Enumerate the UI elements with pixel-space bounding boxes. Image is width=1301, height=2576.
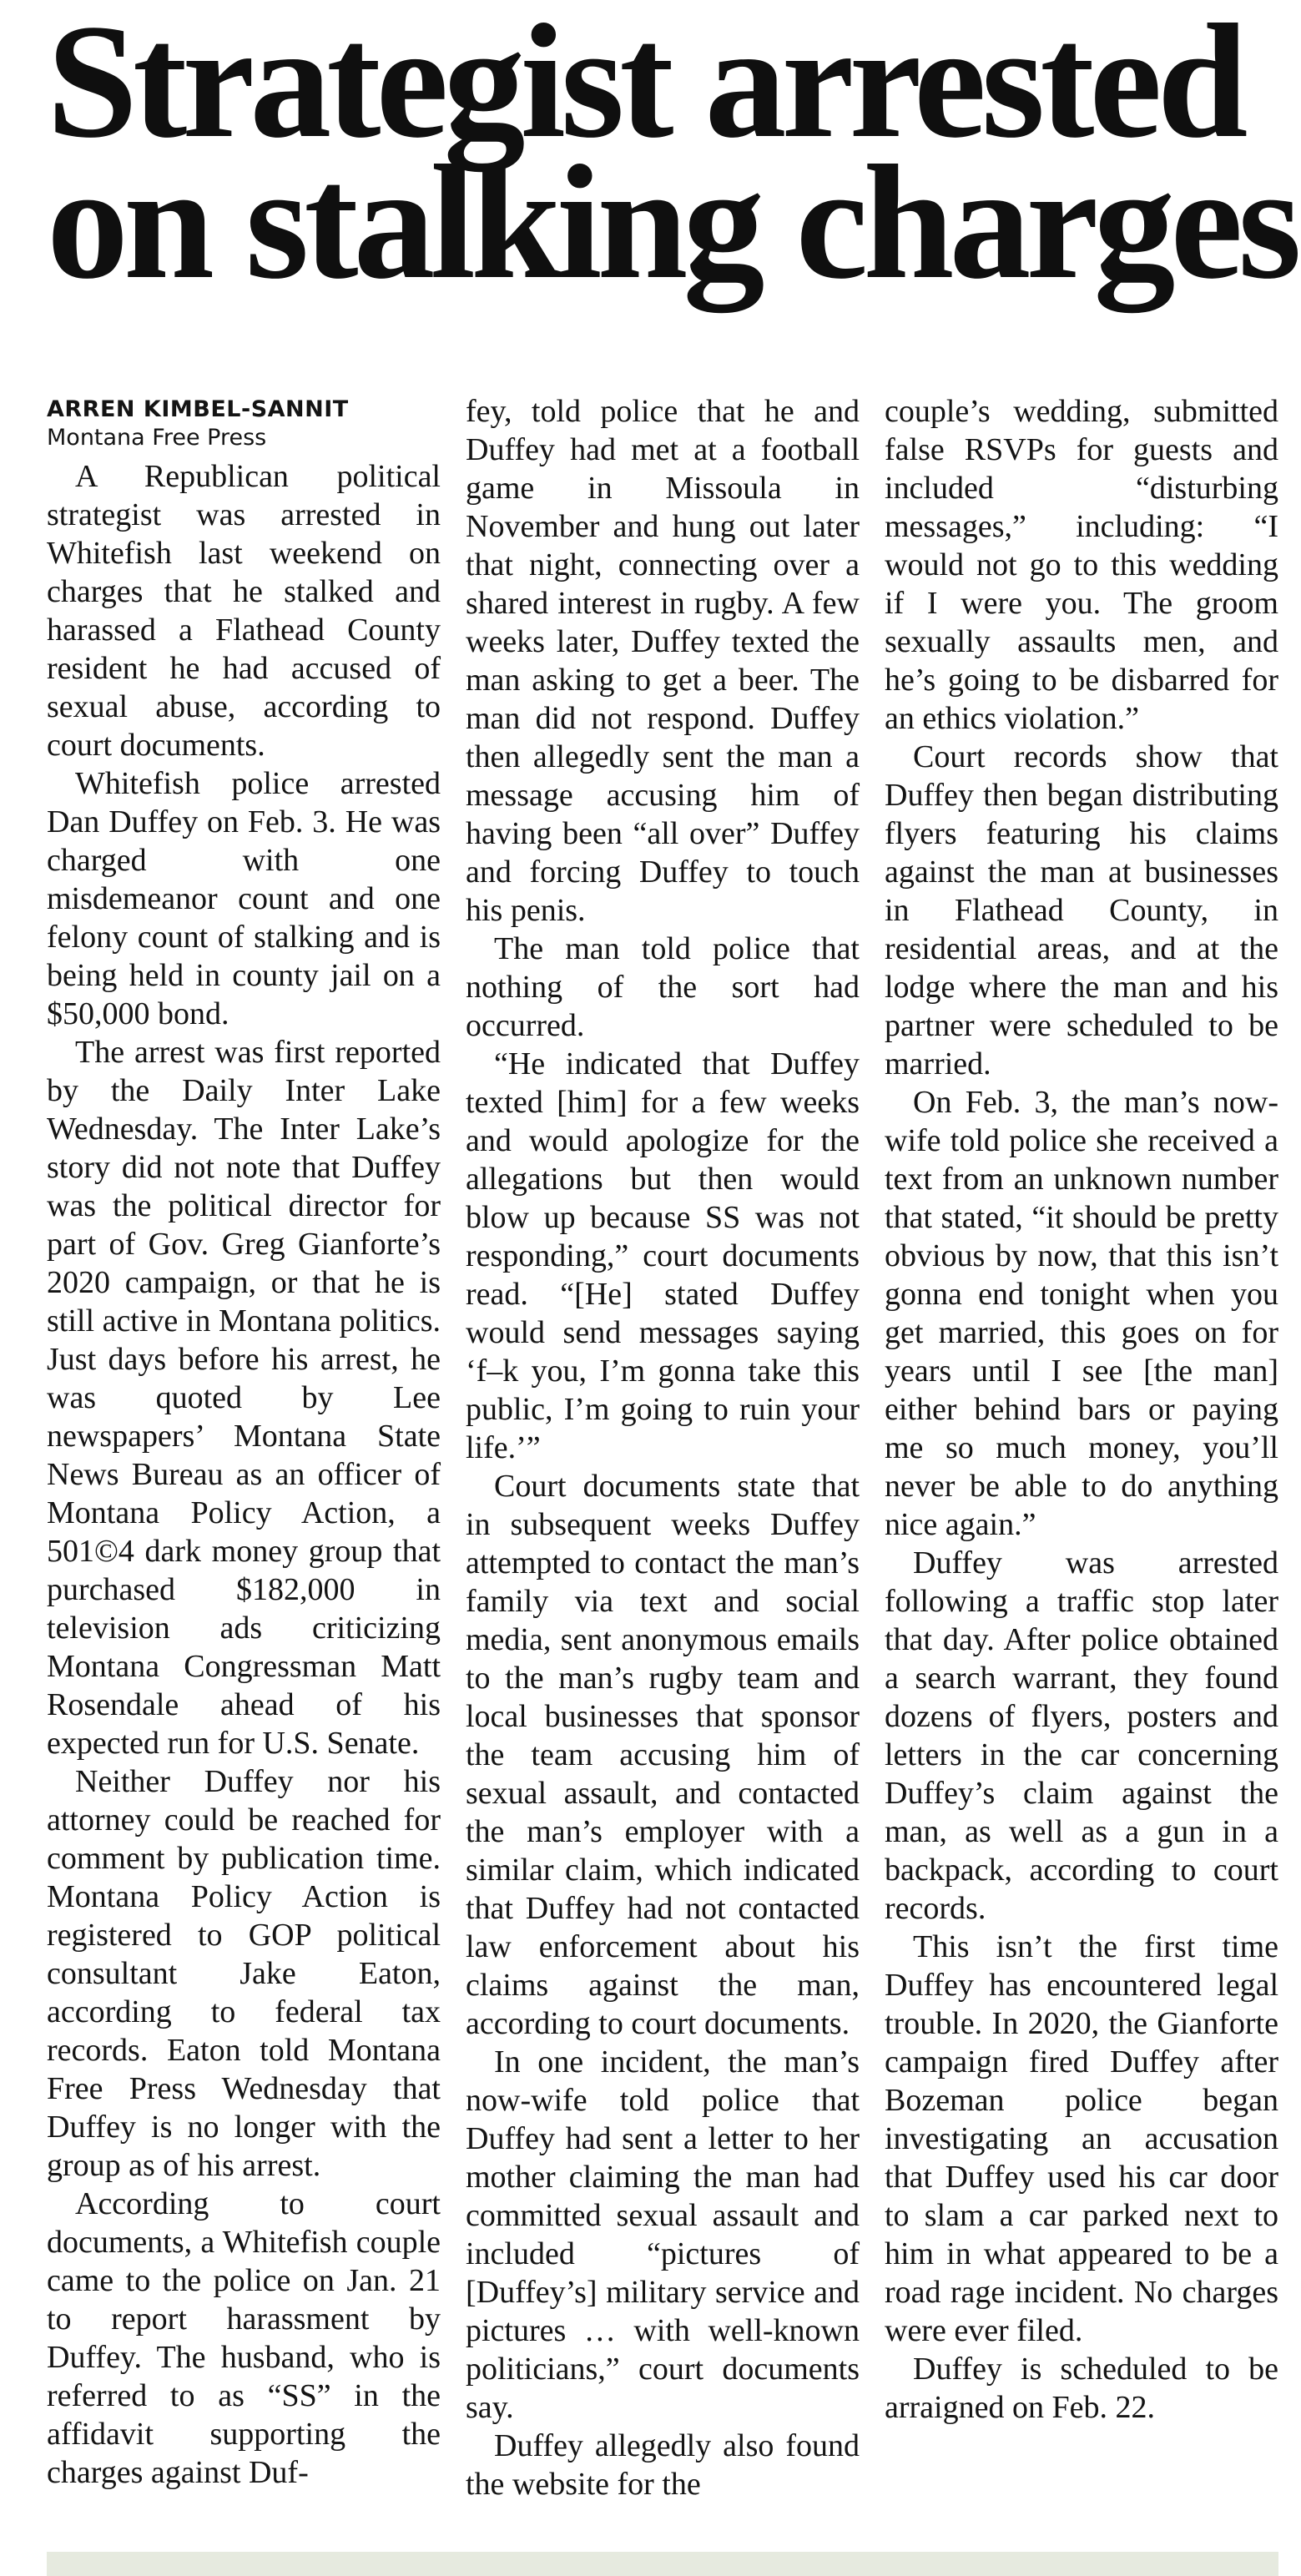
paragraph: Duffey allegedly also found the website for the	[466, 2428, 860, 2502]
paragraph: Whitefish police arrested Dan Duffey on Feb. 3. He was charged with one misdemeanor count and one felony count of stalking and is being held in county jail on a $50,000 bond.	[47, 766, 441, 1031]
paragraph: This isn’t the first time Duffey has encountered legal trouble. In 2020, the Gianforte campaign fired Duffey after Bozeman police began investigating an accusation that Duffey used his car door to slam a car parked next to him in what appeared to be a road rage incident. No charges were ever filed.	[885, 1929, 1278, 2348]
column-2	[466, 392, 860, 2545]
paragraph: According to court documents, a Whitefish couple came to the police on Jan. 21 to report harassment by Duffey. The husband, who is referred to as “SS” in the affidavit supporting the charges against Duf-	[47, 2186, 441, 2490]
paragraph: “He indicated that Duffey texted [him] for a few weeks and would apologize for the allegations but then would blow up because SS was not responding,” court documents read. “[He] stated Duffey would send messages saying ‘f–k you, I’m gonna take this public, I’m going to ruin your life.’”	[466, 1046, 860, 1465]
column-3	[885, 392, 1278, 2545]
byline-outlet: Montana Free Press	[47, 425, 267, 451]
byline-author: ARREN KIMBEL-SANNIT	[47, 396, 349, 422]
paragraph: On Feb. 3, the man’s now-wife told police she received a text from an unknown number that stated, “it should be pretty obvious by now, that this isn’t gonna end tonight when you get married, this goes on for years until I see [the man] either behind bars or paying me so much money, you’ll never be able to do anything nice again.”	[885, 1085, 1278, 1542]
article-columns	[47, 392, 1278, 2545]
column-1	[47, 392, 441, 2545]
paragraph: Court documents state that in subsequent weeks Duffey attempted to contact the man’s family via text and social media, sent anonymous emails to the man’s rugby team and local businesses that sponsor the team accusing him of sexual assault, and contacted the man’s employer with a similar claim, which indicated that Duffey had not contacted law enforcement about his claims against the man, according to court documents.	[466, 1469, 860, 2041]
paragraph: In one incident, the man’s now-wife told police that Duffey had sent a letter to her mother claiming the man had committed sexual assault and included “pictures of [Duffey’s] military service and pictures … with well-known politicians,” court documents say.	[466, 2044, 860, 2425]
paragraph-continued: fey, told police that he and Duffey had met at a football game in Missoula in November and hung out later that night, connecting over a shared interest in rugby. A few weeks later, Duffey texted the man asking to get a beer. The man did not respond. Duffey then allegedly sent the man a message accusing him of having been “all over” Duffey and forcing Duffey to touch his penis.	[466, 394, 860, 928]
paragraph: The arrest was first reported by the Daily Inter Lake Wednesday. The Inter Lake’s story did not note that Duffey was the political director for part of Gov. Greg Gianforte’s 2020 campaign, or that he is still active in Montana politics. Just days before his arrest, he was quoted by Lee newspapers’ Montana State News Bureau as an officer of Montana Policy Action, a 501©4 dark money group that purchased $182,000 in television ads criticizing Montana Congressman Matt Rosendale ahead of his expected run for U.S. Senate.	[47, 1035, 441, 1761]
headline-line-1: Strategist arrested	[47, 0, 1243, 172]
paragraph-continued: couple’s wedding, submitted false RSVPs for guests and included “disturbing messages,” including: “I would not go to this wedding if I were you. The groom sexually assaults men, and he’s going to be disbarred for an ethics violation.”	[885, 394, 1278, 736]
byline	[47, 396, 441, 452]
paragraph: A Republican political strategist was arrested in Whitefish last weekend on charges that he stalked and harassed a Flathead County resident he had accused of sexual abuse, according to court documents.	[47, 459, 441, 763]
paragraph: Court records show that Duffey then began distributing flyers featuring his claims against the man at businesses in Flathead County, in residential areas, and at the lodge where the man and his partner were scheduled to be married.	[885, 739, 1278, 1081]
paragraph: Duffey is scheduled to be arraigned on Feb. 22.	[885, 2352, 1278, 2425]
headline	[47, 0, 1297, 313]
headline-line-2: on stalking charges	[47, 131, 1297, 313]
paragraph: Duffey was arrested following a traffic stop later that day. After police obtained a search warrant, they found dozens of flyers, posters and letters in the car concerning Duffey’s claim against the man, as well as a gun in a backpack, according to court records.	[885, 1545, 1278, 1926]
paragraph: Neither Duffey nor his attorney could be reached for comment by publication time. Montana Policy Action is registered to GOP political consultant Jake Eaton, according to federal tax records. Eaton told Montana Free Press Wednesday that Duffey is no longer with the group as of his arrest.	[47, 1764, 441, 2183]
bottom-edge-strip	[47, 2552, 1278, 2576]
paragraph: The man told police that nothing of the sort had occurred.	[466, 931, 860, 1043]
